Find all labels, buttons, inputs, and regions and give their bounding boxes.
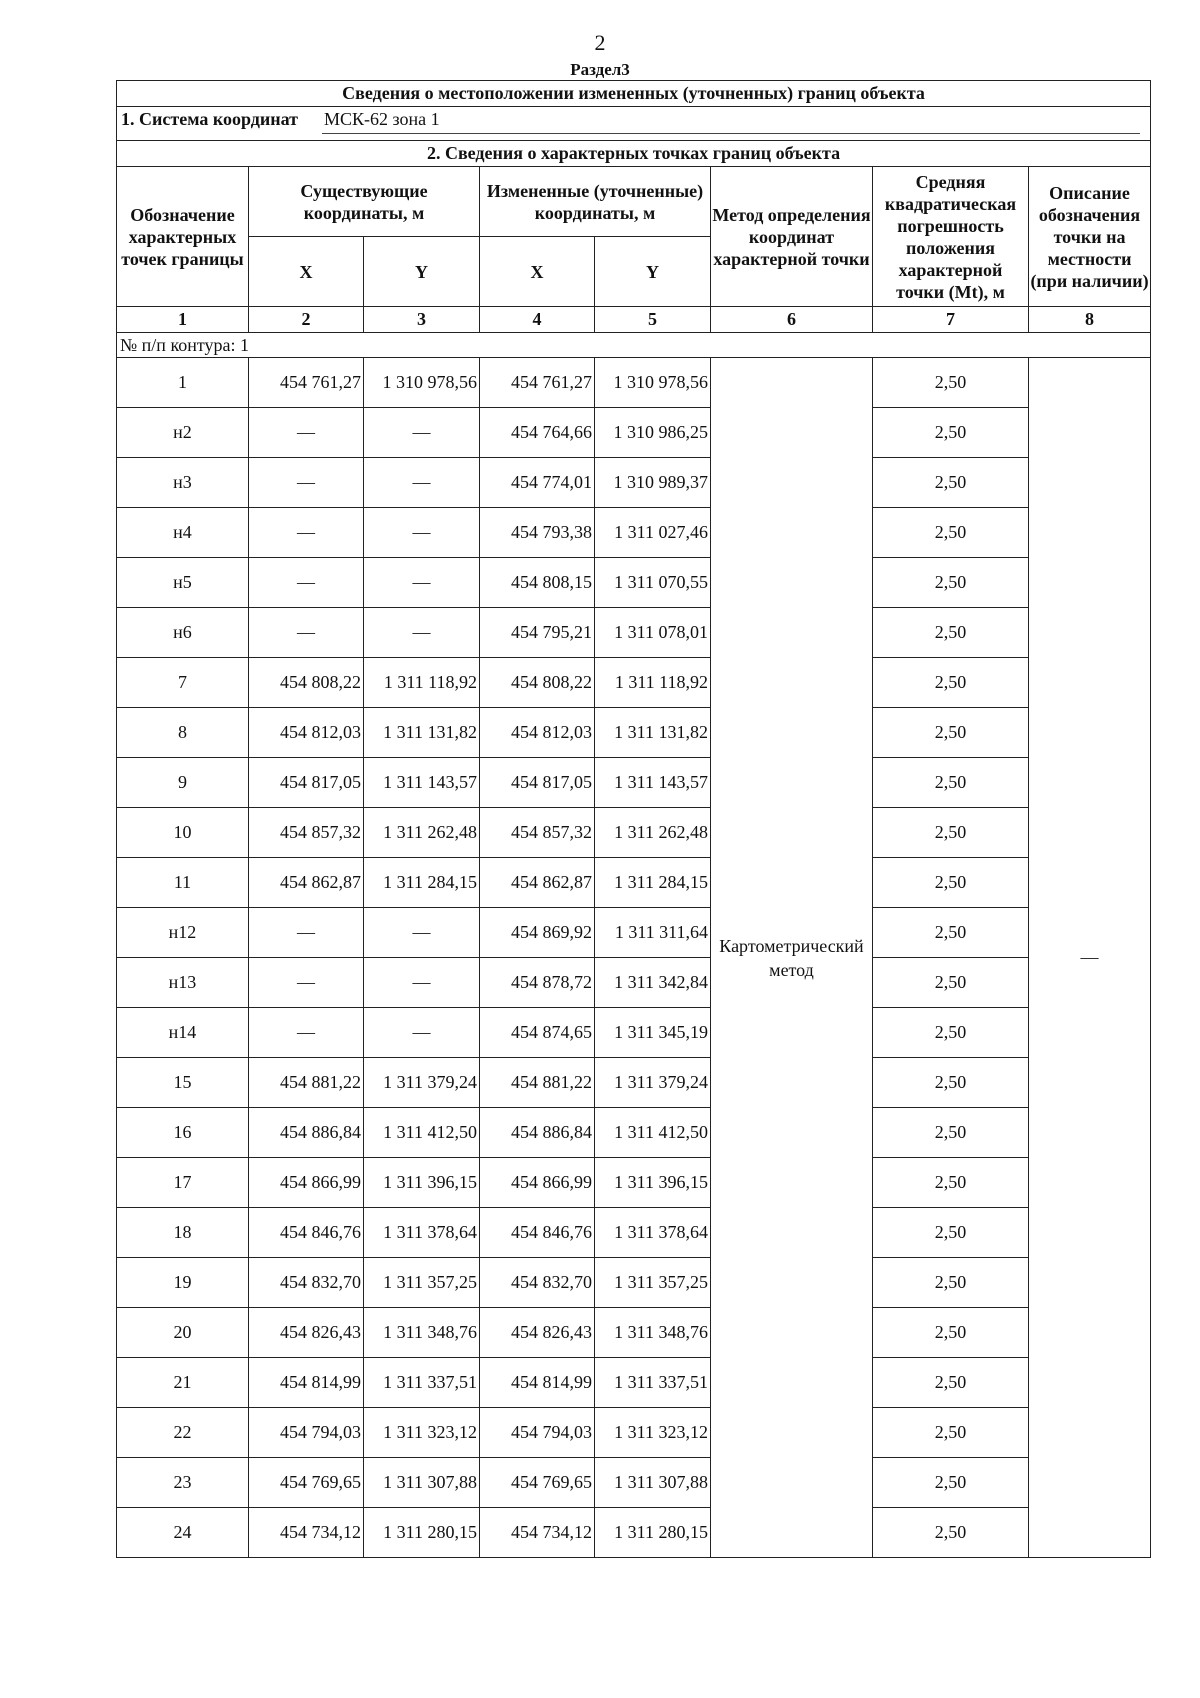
- description-cell: —: [1029, 358, 1151, 1558]
- point-cell: 11: [117, 858, 249, 908]
- error-cell: 2,50: [873, 1508, 1029, 1558]
- point-cell: 18: [117, 1208, 249, 1258]
- table-row: [117, 1058, 1151, 1108]
- point-cell: н2: [117, 408, 249, 458]
- existing-y-cell: 1 310 978,56: [364, 358, 480, 408]
- error-cell: 2,50: [873, 758, 1029, 808]
- error-cell: 2,50: [873, 1308, 1029, 1358]
- table-row: [117, 1308, 1151, 1358]
- existing-y-cell: 1 311 323,12: [364, 1408, 480, 1458]
- existing-x-cell: —: [249, 458, 364, 508]
- point-cell: 17: [117, 1158, 249, 1208]
- changed-x-cell: 454 878,72: [480, 958, 595, 1008]
- point-cell: н6: [117, 608, 249, 658]
- point-cell: н5: [117, 558, 249, 608]
- point-cell: 20: [117, 1308, 249, 1358]
- changed-y-cell: 1 311 262,48: [595, 808, 711, 858]
- error-cell: 2,50: [873, 958, 1029, 1008]
- existing-x-cell: 454 734,12: [249, 1508, 364, 1558]
- table-row: [117, 608, 1151, 658]
- table-row: [117, 558, 1151, 608]
- point-cell: 7: [117, 658, 249, 708]
- table-row: [117, 1358, 1151, 1408]
- table-row: [117, 1458, 1151, 1508]
- changed-x-cell: 454 808,22: [480, 658, 595, 708]
- point-cell: н14: [117, 1008, 249, 1058]
- existing-y-cell: 1 311 396,15: [364, 1158, 480, 1208]
- existing-y-cell: 1 311 262,48: [364, 808, 480, 858]
- changed-y-cell: 1 311 131,82: [595, 708, 711, 758]
- table-row: [117, 1508, 1151, 1558]
- point-cell: 19: [117, 1258, 249, 1308]
- existing-x-cell: 454 761,27: [249, 358, 364, 408]
- page-number: 2: [594, 30, 606, 55]
- changed-y-cell: 1 311 311,64: [595, 908, 711, 958]
- changed-x-cell: 454 826,43: [480, 1308, 595, 1358]
- existing-x-cell: —: [249, 558, 364, 608]
- point-cell: н4: [117, 508, 249, 558]
- existing-y-cell: 1 311 337,51: [364, 1358, 480, 1408]
- changed-x-cell: 454 764,66: [480, 408, 595, 458]
- error-cell: 2,50: [873, 558, 1029, 608]
- header-changed-x: X: [480, 237, 595, 307]
- table-title: Сведения о местоположении измененных (уточненных) границ объекта: [117, 81, 1151, 107]
- table-row: [117, 1108, 1151, 1158]
- changed-y-cell: 1 310 986,25: [595, 408, 711, 458]
- error-cell: 2,50: [873, 408, 1029, 458]
- header-method: Метод определения координат характерной точки: [711, 167, 873, 307]
- header-existing: Существующие координаты, м: [249, 167, 480, 237]
- existing-x-cell: —: [249, 958, 364, 1008]
- column-number: 1: [117, 307, 249, 333]
- error-cell: 2,50: [873, 1258, 1029, 1308]
- coord-system-label: 1. Система координат: [121, 109, 298, 129]
- changed-x-cell: 454 808,15: [480, 558, 595, 608]
- existing-x-cell: 454 817,05: [249, 758, 364, 808]
- changed-x-cell: 454 881,22: [480, 1058, 595, 1108]
- column-number: 5: [595, 307, 711, 333]
- table-row: [117, 658, 1151, 708]
- existing-y-cell: 1 311 307,88: [364, 1458, 480, 1508]
- header-existing-x: X: [249, 237, 364, 307]
- changed-y-cell: 1 311 284,15: [595, 858, 711, 908]
- changed-x-cell: 454 869,92: [480, 908, 595, 958]
- error-cell: 2,50: [873, 1008, 1029, 1058]
- table-row: [117, 908, 1151, 958]
- points-title: 2. Сведения о характерных точках границ объекта: [117, 141, 1151, 167]
- changed-x-cell: 454 817,05: [480, 758, 595, 808]
- point-cell: н3: [117, 458, 249, 508]
- existing-y-cell: 1 311 378,64: [364, 1208, 480, 1258]
- header-point: Обозначение характерных точек границы: [117, 167, 249, 307]
- table-row: [117, 1258, 1151, 1308]
- error-cell: 2,50: [873, 1158, 1029, 1208]
- table-row: [117, 458, 1151, 508]
- error-cell: 2,50: [873, 1458, 1029, 1508]
- changed-y-cell: 1 311 378,64: [595, 1208, 711, 1258]
- column-number: 4: [480, 307, 595, 333]
- existing-y-cell: 1 311 118,92: [364, 658, 480, 708]
- changed-x-cell: 454 812,03: [480, 708, 595, 758]
- changed-x-cell: 454 761,27: [480, 358, 595, 408]
- column-number: 2: [249, 307, 364, 333]
- changed-y-cell: 1 311 412,50: [595, 1108, 711, 1158]
- coord-system-row: [117, 107, 1151, 141]
- changed-y-cell: 1 311 348,76: [595, 1308, 711, 1358]
- error-cell: 2,50: [873, 708, 1029, 758]
- changed-y-cell: 1 310 989,37: [595, 458, 711, 508]
- existing-y-cell: —: [364, 958, 480, 1008]
- existing-x-cell: 454 794,03: [249, 1408, 364, 1458]
- changed-y-cell: 1 311 357,25: [595, 1258, 711, 1308]
- error-cell: 2,50: [873, 1408, 1029, 1458]
- changed-y-cell: 1 311 070,55: [595, 558, 711, 608]
- changed-y-cell: 1 311 337,51: [595, 1358, 711, 1408]
- changed-y-cell: 1 311 379,24: [595, 1058, 711, 1108]
- changed-x-cell: 454 734,12: [480, 1508, 595, 1558]
- changed-y-cell: 1 311 143,57: [595, 758, 711, 808]
- existing-y-cell: —: [364, 458, 480, 508]
- existing-x-cell: —: [249, 1008, 364, 1058]
- column-number: 7: [873, 307, 1029, 333]
- method-cell: Картометрический метод: [711, 358, 873, 1558]
- table-row: [117, 858, 1151, 908]
- changed-x-cell: 454 794,03: [480, 1408, 595, 1458]
- table-row: [117, 358, 1151, 408]
- existing-y-cell: —: [364, 408, 480, 458]
- error-cell: 2,50: [873, 1108, 1029, 1158]
- point-cell: н12: [117, 908, 249, 958]
- changed-x-cell: 454 832,70: [480, 1258, 595, 1308]
- error-cell: 2,50: [873, 458, 1029, 508]
- section-title: Раздел3: [570, 60, 630, 79]
- boundary-points-table: [116, 80, 1151, 1558]
- existing-x-cell: —: [249, 608, 364, 658]
- changed-x-cell: 454 814,99: [480, 1358, 595, 1408]
- header-error: Средняя квадратическая погрешность положения характерной точки (Mt), м: [873, 167, 1029, 307]
- existing-y-cell: —: [364, 558, 480, 608]
- point-cell: 8: [117, 708, 249, 758]
- header-description: Описание обозначения точки на местности (при наличии): [1029, 167, 1151, 307]
- changed-y-cell: 1 311 307,88: [595, 1458, 711, 1508]
- table-row: [117, 408, 1151, 458]
- existing-x-cell: 454 866,99: [249, 1158, 364, 1208]
- column-number: 8: [1029, 307, 1151, 333]
- error-cell: 2,50: [873, 1208, 1029, 1258]
- contour-label: № п/п контура: 1: [117, 333, 1151, 358]
- changed-x-cell: 454 866,99: [480, 1158, 595, 1208]
- existing-x-cell: 454 814,99: [249, 1358, 364, 1408]
- point-cell: 10: [117, 808, 249, 858]
- point-cell: 22: [117, 1408, 249, 1458]
- point-cell: 9: [117, 758, 249, 808]
- existing-x-cell: 454 886,84: [249, 1108, 364, 1158]
- changed-y-cell: 1 311 396,15: [595, 1158, 711, 1208]
- changed-x-cell: 454 874,65: [480, 1008, 595, 1058]
- changed-x-cell: 454 795,21: [480, 608, 595, 658]
- existing-y-cell: 1 311 379,24: [364, 1058, 480, 1108]
- changed-x-cell: 454 793,38: [480, 508, 595, 558]
- point-cell: 21: [117, 1358, 249, 1408]
- existing-y-cell: —: [364, 908, 480, 958]
- existing-x-cell: —: [249, 508, 364, 558]
- column-number: 3: [364, 307, 480, 333]
- changed-x-cell: 454 857,32: [480, 808, 595, 858]
- existing-y-cell: 1 311 143,57: [364, 758, 480, 808]
- point-cell: 15: [117, 1058, 249, 1108]
- existing-x-cell: —: [249, 408, 364, 458]
- table-row: [117, 1208, 1151, 1258]
- table-row: [117, 508, 1151, 558]
- existing-y-cell: 1 311 280,15: [364, 1508, 480, 1558]
- column-number: 6: [711, 307, 873, 333]
- existing-y-cell: 1 311 348,76: [364, 1308, 480, 1358]
- existing-y-cell: 1 311 357,25: [364, 1258, 480, 1308]
- table-row: [117, 758, 1151, 808]
- changed-y-cell: 1 311 118,92: [595, 658, 711, 708]
- changed-x-cell: 454 774,01: [480, 458, 595, 508]
- error-cell: 2,50: [873, 1058, 1029, 1108]
- existing-x-cell: 454 857,32: [249, 808, 364, 858]
- existing-x-cell: 454 808,22: [249, 658, 364, 708]
- coord-system-value: МСК-62 зона 1: [322, 109, 1140, 134]
- table-row: [117, 1408, 1151, 1458]
- header-changed: Измененные (уточненные) координаты, м: [480, 167, 711, 237]
- existing-y-cell: —: [364, 508, 480, 558]
- point-cell: 23: [117, 1458, 249, 1508]
- error-cell: 2,50: [873, 1358, 1029, 1408]
- changed-x-cell: 454 886,84: [480, 1108, 595, 1158]
- error-cell: 2,50: [873, 658, 1029, 708]
- existing-x-cell: —: [249, 908, 364, 958]
- error-cell: 2,50: [873, 808, 1029, 858]
- existing-x-cell: 454 812,03: [249, 708, 364, 758]
- changed-y-cell: 1 310 978,56: [595, 358, 711, 408]
- header-existing-y: Y: [364, 237, 480, 307]
- point-cell: н13: [117, 958, 249, 1008]
- existing-x-cell: 454 769,65: [249, 1458, 364, 1508]
- changed-y-cell: 1 311 342,84: [595, 958, 711, 1008]
- table-row: [117, 708, 1151, 758]
- header-changed-y: Y: [595, 237, 711, 307]
- existing-x-cell: 454 862,87: [249, 858, 364, 908]
- table-row: [117, 808, 1151, 858]
- error-cell: 2,50: [873, 608, 1029, 658]
- existing-y-cell: 1 311 412,50: [364, 1108, 480, 1158]
- point-cell: 24: [117, 1508, 249, 1558]
- existing-y-cell: —: [364, 608, 480, 658]
- error-cell: 2,50: [873, 858, 1029, 908]
- existing-y-cell: —: [364, 1008, 480, 1058]
- point-cell: 1: [117, 358, 249, 408]
- point-cell: 16: [117, 1108, 249, 1158]
- existing-y-cell: 1 311 284,15: [364, 858, 480, 908]
- existing-x-cell: 454 881,22: [249, 1058, 364, 1108]
- table-row: [117, 958, 1151, 1008]
- existing-x-cell: 454 832,70: [249, 1258, 364, 1308]
- existing-y-cell: 1 311 131,82: [364, 708, 480, 758]
- changed-y-cell: 1 311 345,19: [595, 1008, 711, 1058]
- changed-y-cell: 1 311 027,46: [595, 508, 711, 558]
- table-row: [117, 1008, 1151, 1058]
- error-cell: 2,50: [873, 508, 1029, 558]
- error-cell: 2,50: [873, 908, 1029, 958]
- error-cell: 2,50: [873, 358, 1029, 408]
- changed-x-cell: 454 862,87: [480, 858, 595, 908]
- changed-y-cell: 1 311 078,01: [595, 608, 711, 658]
- changed-y-cell: 1 311 323,12: [595, 1408, 711, 1458]
- existing-x-cell: 454 846,76: [249, 1208, 364, 1258]
- changed-x-cell: 454 769,65: [480, 1458, 595, 1508]
- table-row: [117, 1158, 1151, 1208]
- changed-x-cell: 454 846,76: [480, 1208, 595, 1258]
- existing-x-cell: 454 826,43: [249, 1308, 364, 1358]
- changed-y-cell: 1 311 280,15: [595, 1508, 711, 1558]
